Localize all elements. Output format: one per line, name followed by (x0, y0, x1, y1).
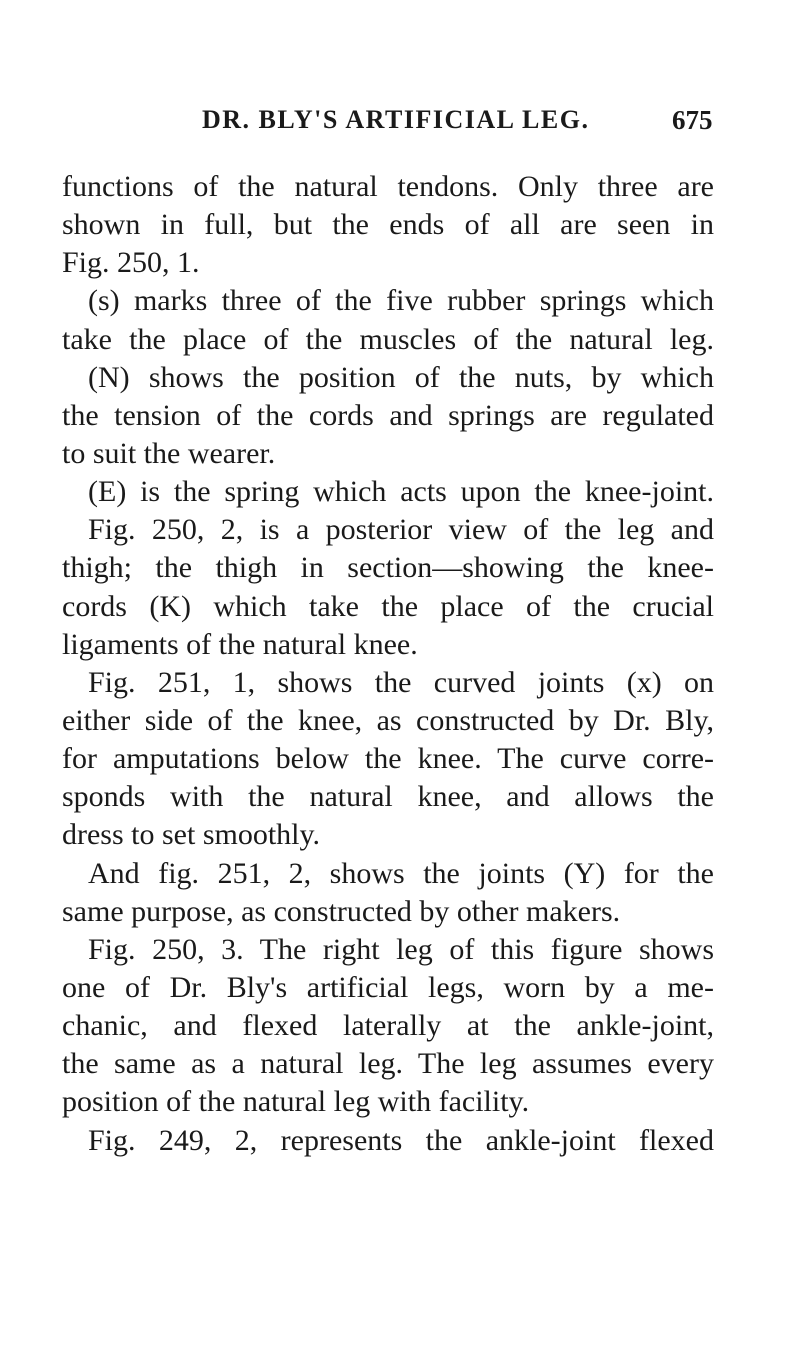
text-line: for amputations below the knee. The curve corre- (62, 742, 714, 776)
text-line: Fig. 249, 2, represents the ankle-joint flexed (88, 1123, 714, 1157)
text-line: Fig. 250, 1. (62, 246, 200, 280)
text-line: Fig. 251, 1, shows the curved joints (x) on (88, 665, 714, 699)
text-line: cords (K) which take the place of the crucial (62, 589, 714, 623)
text-line: functions of the natural tendons. Only three are (62, 170, 714, 203)
text-line: Fig. 250, 2, is a posterior view of the leg and (88, 513, 714, 547)
text-line: (N) shows the position of the nuts, by which (88, 360, 714, 394)
text-line: thigh; the thigh in section—showing the knee- (62, 551, 714, 585)
text-line: shown in full, but the ends of all are seen in (62, 208, 714, 242)
text-line: either side of the knee, as constructed by Dr. Bly, (62, 703, 714, 737)
text-line: dress to set smoothly. (62, 818, 321, 852)
text-line: one of Dr. Bly's artificial legs, worn by a me- (62, 970, 714, 1004)
text-line: to suit the wearer. (62, 436, 276, 470)
running-title: DR. BLY'S ARTIFICIAL LEG. (202, 105, 590, 134)
body-text (62, 168, 714, 1160)
text-line: And fig. 251, 2, shows the joints (Y) for the (88, 856, 714, 890)
text-line: same purpose, as constructed by other makers. (62, 894, 621, 928)
text-line: the same as a natural leg. The leg assumes every (62, 1047, 714, 1081)
text-line: (s) marks three of the five rubber springs which (88, 284, 714, 318)
text-line: (E) is the spring which acts upon the knee-joint. (88, 475, 714, 509)
text-line: chanic, and flexed laterally at the ankle-joint, (62, 1009, 714, 1043)
page-number: 675 (672, 105, 713, 135)
text-line: take the place of the muscles of the natural leg. (62, 322, 714, 356)
text-line: sponds with the natural knee, and allows the (62, 780, 714, 814)
text-line: position of the natural leg with facility. (62, 1085, 530, 1119)
text-line: ligaments of the natural knee. (62, 627, 418, 661)
text-line: the tension of the cords and springs are regulated (62, 398, 714, 432)
running-head (0, 105, 800, 145)
text-line: Fig. 250, 3. The right leg of this figure shows (88, 932, 714, 966)
